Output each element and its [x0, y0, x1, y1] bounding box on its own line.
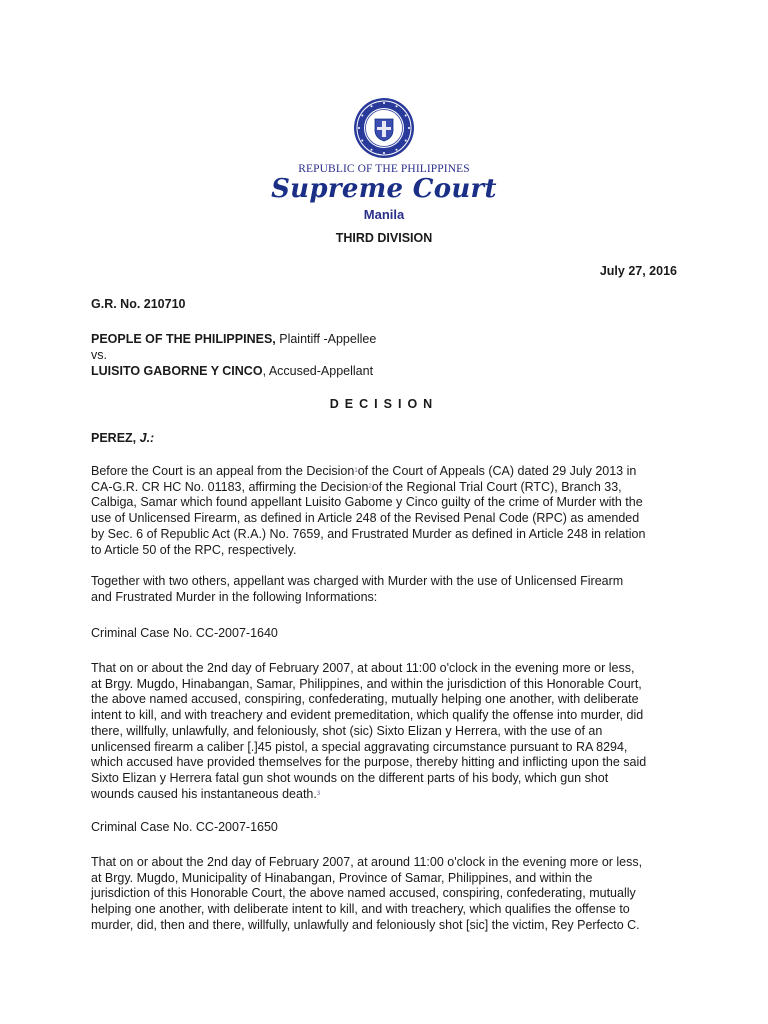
- ponente-name: PEREZ,: [91, 431, 140, 445]
- plaintiff-name: PEOPLE OF THE PHILIPPINES,: [91, 332, 276, 346]
- paragraph-line: [91, 480, 691, 496]
- paragraph-line: murder, did, then and there, willfully, unlawfully and feloniously shot [sic] the victim, Rey Perfecto C.: [91, 917, 640, 932]
- paragraph-2: [91, 574, 691, 605]
- accused-line: [91, 364, 373, 378]
- versus-text: vs.: [91, 348, 107, 362]
- text-span: CA-G.R. CR HC No. 01183, affirming the Decision: [91, 479, 369, 494]
- footnote-link[interactable]: 2: [368, 483, 372, 490]
- text-span: wounds caused his instantaneous death.: [91, 786, 317, 801]
- paragraph-line: at Brgy. Mugdo, Hinabangan, Samar, Philippines, and within the jurisdiction of this Honorable Court,: [91, 676, 642, 691]
- decision-date: July 27, 2016: [599, 264, 677, 278]
- paragraph-4: [91, 855, 691, 934]
- decision-heading: DECISION: [329, 397, 439, 411]
- footnote-link[interactable]: 3: [316, 790, 321, 797]
- paragraph-line: at Brgy. Mugdo, Municipality of Hinabangan, Province of Samar, Philippines, and within the: [91, 870, 593, 885]
- paragraph-line: jurisdiction of this Honorable Court, the above named accused, conspiring, confederating, mutually: [91, 886, 636, 901]
- plaintiff-role: Plaintiff -Appellee: [275, 332, 377, 346]
- paragraph-line: Together with two others, appellant was charged with Murder with the use of Unlicensed Firearm: [91, 574, 624, 588]
- criminal-case-heading-2: Criminal Case No. CC-2007-1650: [91, 820, 278, 834]
- paragraph-line: there, willfully, unlawfully, and feloniously, shot (sic) Sixto Elizan y Herrera, with the use of an: [91, 723, 603, 738]
- paragraph-1: [91, 464, 691, 558]
- criminal-case-heading-1: Criminal Case No. CC-2007-1640: [91, 626, 278, 640]
- paragraph-line: [91, 787, 691, 803]
- footnote-link[interactable]: 1: [354, 468, 358, 474]
- plaintiff-line: [91, 332, 376, 346]
- text-span: of the Regional Trial Court (RTC), Branch 33,: [371, 479, 622, 494]
- paragraph-line: That on or about the 2nd day of February 2007, at around 11:00 o'clock in the evening more or less,: [91, 855, 643, 869]
- paragraph-line: intent to kill, and with treachery and evident premeditation, which qualify the offense into murder, did: [91, 708, 644, 723]
- paragraph-line: That on or about the 2nd day of February 2007, at about 11:00 o'clock in the evening more or less,: [91, 661, 635, 675]
- paragraph-line: and Frustrated Murder in the following Informations:: [91, 589, 378, 604]
- accused-name: LUISITO GABORNE Y CINCO: [91, 364, 263, 378]
- division-heading: THIRD DIVISION: [335, 231, 433, 245]
- paragraph-line: use of Unlicensed Firearm, as defined in Article 248 of the Revised Penal Code (RPC) as amended: [91, 511, 640, 526]
- paragraph-line: which accused have provided themselves for the purpose, thereby hitting and inflicting upon the said: [91, 755, 647, 770]
- gr-number: G.R. No. 210710: [91, 297, 186, 311]
- paragraph-line: to Article 50 of the RPC, respectively.: [91, 542, 297, 557]
- paragraph-3: [91, 661, 691, 802]
- paragraph-line: by Sec. 6 of Republic Act (R.A.) No. 7659, and Frustrated Murder as defined in Article 248 in relation: [91, 526, 646, 541]
- republic-heading: REPUBLIC OF THE PHILIPPINES: [298, 163, 470, 175]
- paragraph-line: the above named accused, conspiring, confederating, mutually helping one another, with deliberate: [91, 692, 639, 707]
- paragraph-line: Sixto Elizan y Herrera fatal gun shot wounds on the different parts of his body, which gun shot: [91, 770, 609, 785]
- text-span: Before the Court is an appeal from the Decision: [91, 464, 355, 478]
- court-name: Supreme Court: [271, 174, 497, 204]
- paragraph-line: helping one another, with deliberate intent to kill, and with treachery, which qualifies the offense to: [91, 902, 630, 917]
- text-span: of the Court of Appeals (CA) dated 29 July 2013 in: [357, 464, 637, 478]
- paragraph-line: [91, 464, 691, 480]
- paragraph-line: Calbiga, Samar which found appellant Luisito Gabome y Cinco guilty of the crime of Murder with the: [91, 495, 643, 510]
- court-city: Manila: [363, 207, 405, 222]
- ponente-title: J.:: [139, 431, 155, 445]
- accused-role: , Accused-Appellant: [262, 364, 374, 378]
- supreme-court-seal-icon: [353, 97, 415, 159]
- ponente: [91, 431, 154, 445]
- paragraph-line: unlicensed firearm a caliber [.]45 pistol, a special aggravating circumstance pursuant to RA 8294,: [91, 739, 628, 754]
